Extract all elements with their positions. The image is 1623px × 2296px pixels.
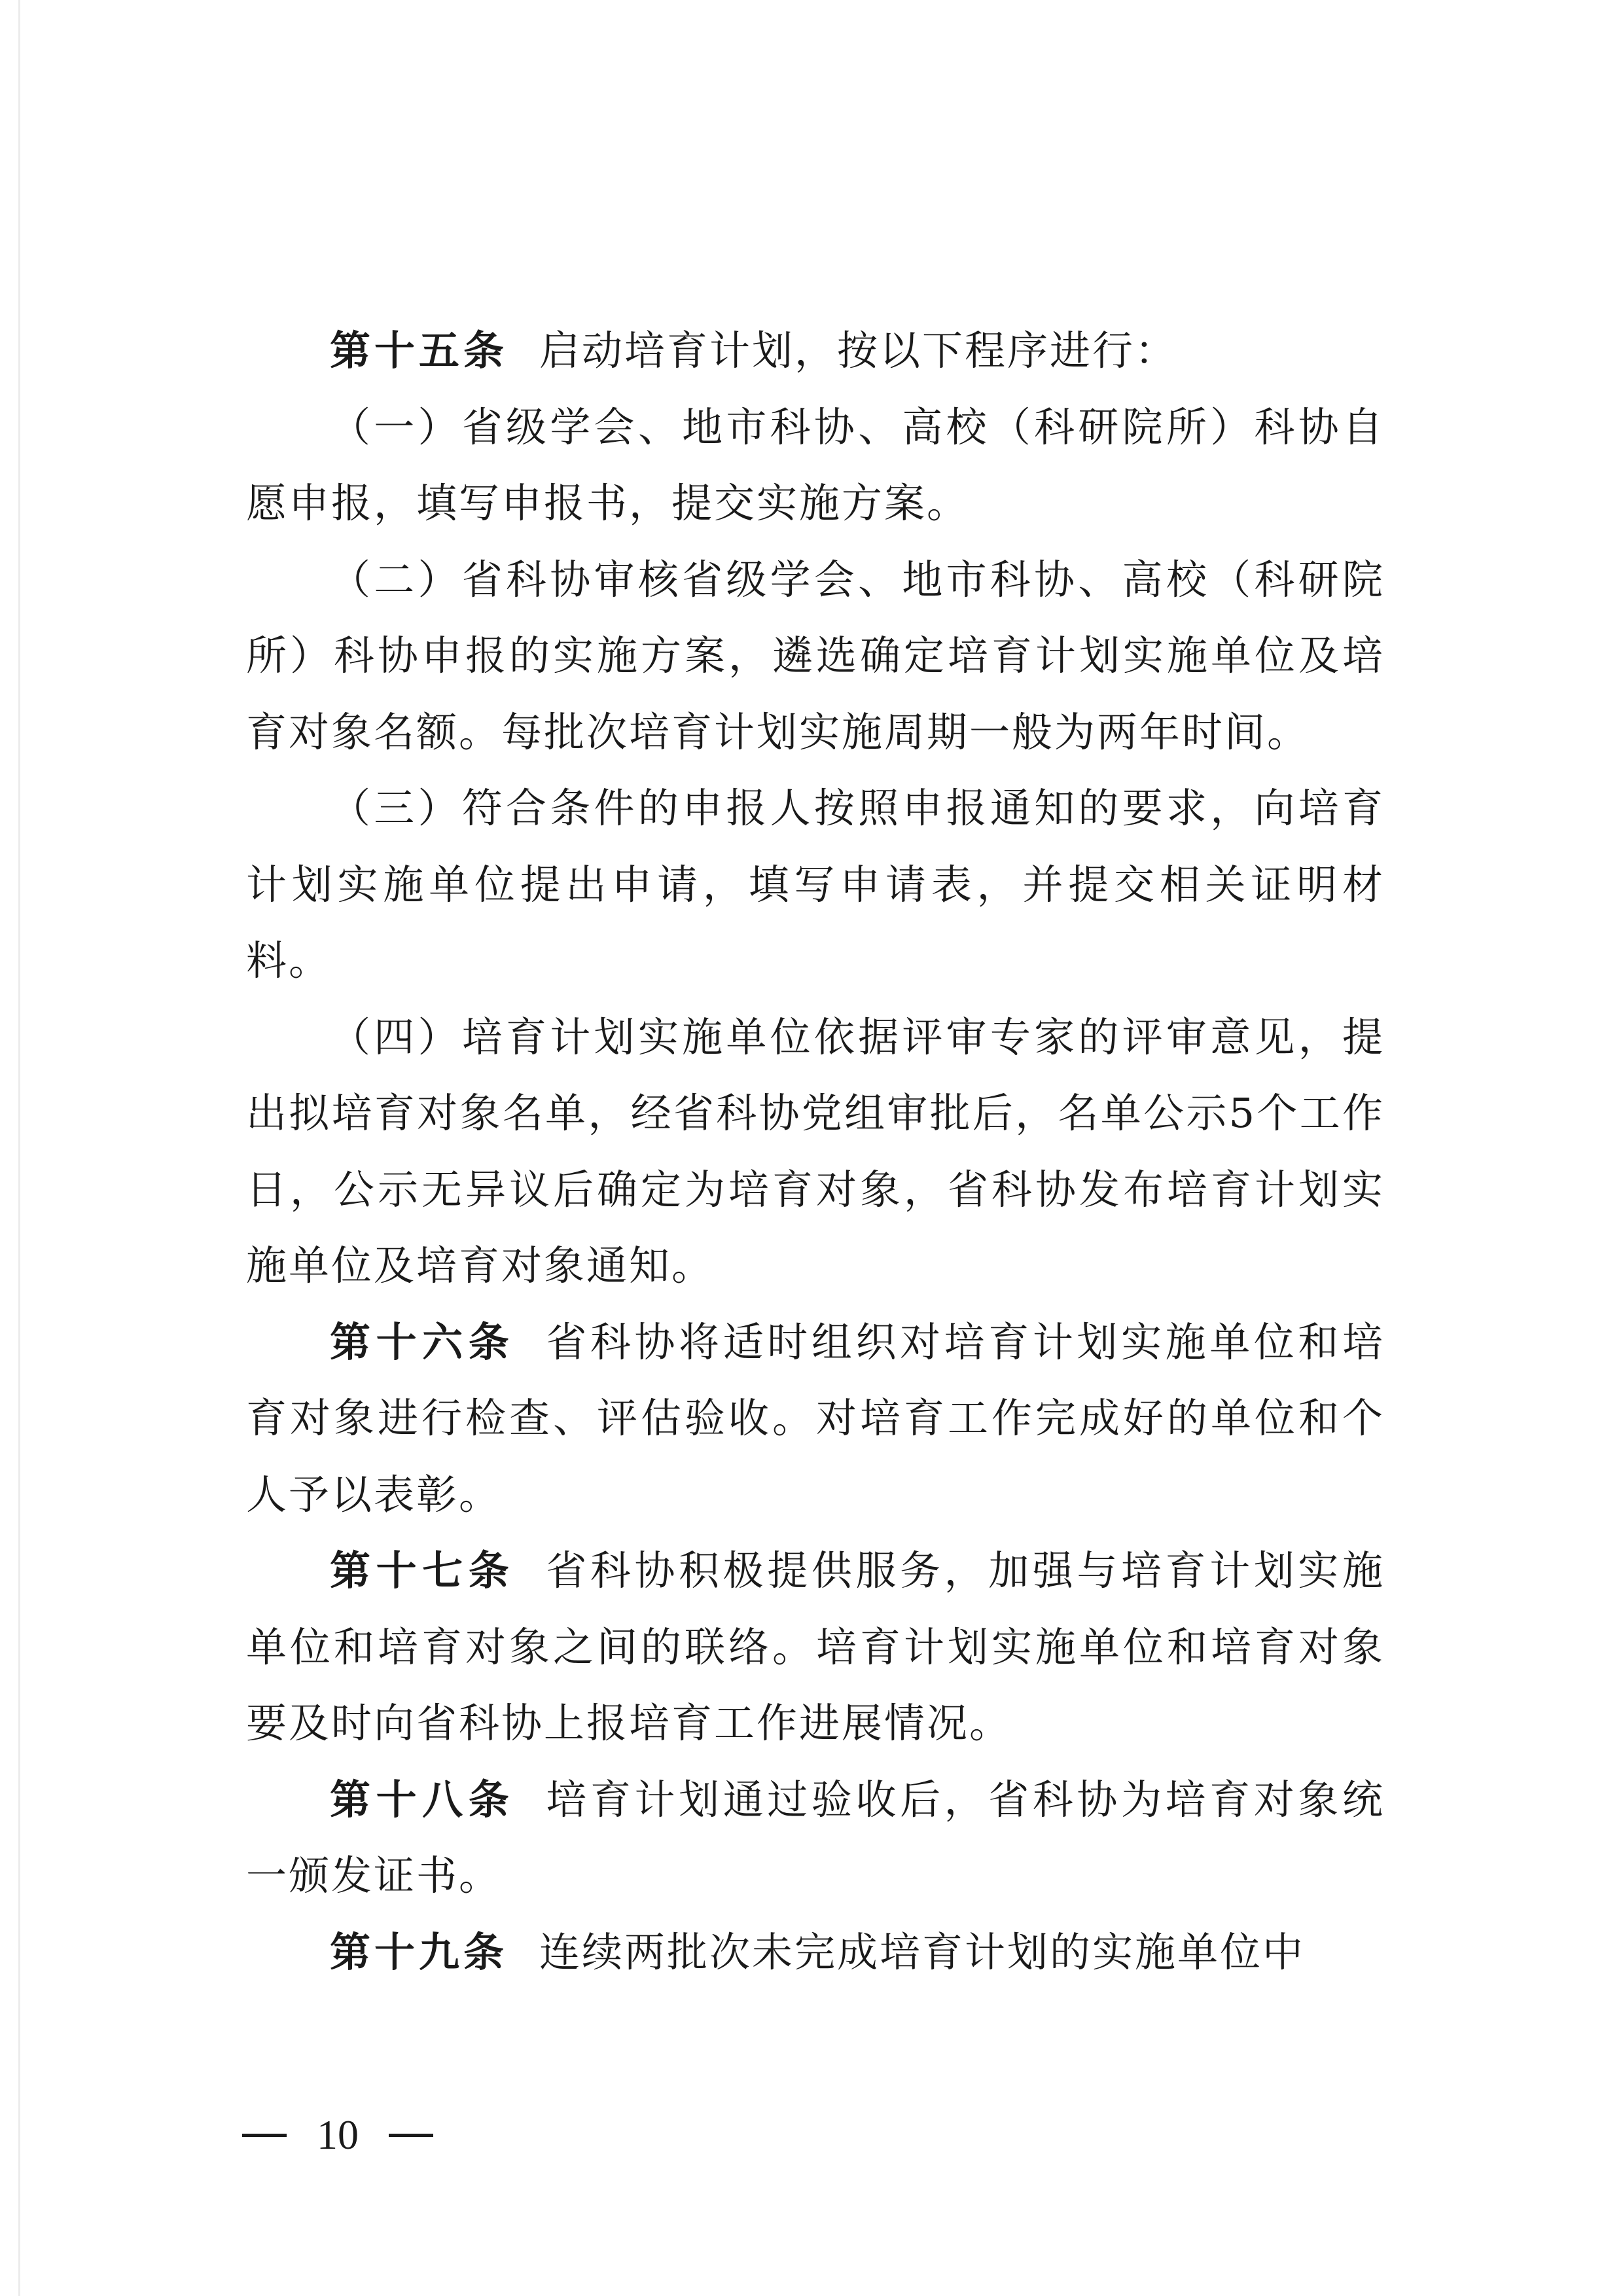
dash-right-icon (389, 2134, 433, 2137)
article-heading: 第十八条 (330, 1775, 515, 1823)
paragraph-item-4 (246, 999, 1385, 1304)
paragraph-article-16 (246, 1304, 1385, 1534)
scan-edge-line (18, 0, 20, 2296)
paragraph-text: 省科协积极提供服务，加强与培育计划实施单位和培育对象之间的联络。培育计划实施单位和培育对象要及时向省科协上报培育工作进展情况。 (246, 1547, 1385, 1747)
paragraph-item-2 (246, 542, 1385, 771)
page-footer (242, 2109, 433, 2161)
article-heading: 第十九条 (330, 1928, 508, 1976)
paragraph-text: （三）符合条件的申报人按照申报通知的要求，向培育计划实施单位提出申请，填写申请表，并提交相关证明材料。 (246, 784, 1385, 984)
paragraph-text: （四）培育计划实施单位依据评审专家的评审意见，提出拟培育对象名单，经省科协党组审批后，名单公示5个工作日，公示无异议后确定为培育对象，省科协发布培育计划实施单位及培育对象通知。 (246, 1013, 1385, 1289)
article-heading: 第十五条 (330, 327, 508, 374)
paragraph-text: （二）省科协审核省级学会、地市科协、高校（科研院所）科协申报的实施方案，遴选确定培育计划实施单位及培育对象名额。每批次培育计划实施周期一般为两年时间。 (246, 555, 1385, 756)
paragraph-article-18 (246, 1762, 1385, 1914)
paragraph-item-3 (246, 770, 1385, 999)
paragraph-text: 连续两批次未完成培育计划的实施单位中 (539, 1928, 1306, 1976)
page-number: 10 (317, 2111, 359, 2158)
paragraph-article-17 (246, 1533, 1385, 1762)
paragraph-article-19 (246, 1914, 1385, 1991)
dash-left-icon (242, 2134, 287, 2137)
paragraph-text: （一）省级学会、地市科协、高校（科研院所）科协自愿申报，填写申报书，提交实施方案。 (246, 403, 1385, 527)
paragraph-text: 省科协将适时组织对培育计划实施单位和培育对象进行检查、评估验收。对培育工作完成好的单位和个人予以表彰。 (246, 1318, 1385, 1518)
article-heading: 第十六条 (330, 1318, 515, 1366)
paragraph-text: 启动培育计划，按以下程序进行： (539, 327, 1178, 374)
paragraph-text: 培育计划通过验收后，省科协为培育对象统一颁发证书。 (246, 1775, 1385, 1899)
paragraph-article-15 (246, 313, 1385, 389)
paragraph-item-1 (246, 389, 1385, 542)
article-heading: 第十七条 (330, 1547, 515, 1594)
document-body (246, 313, 1385, 1990)
